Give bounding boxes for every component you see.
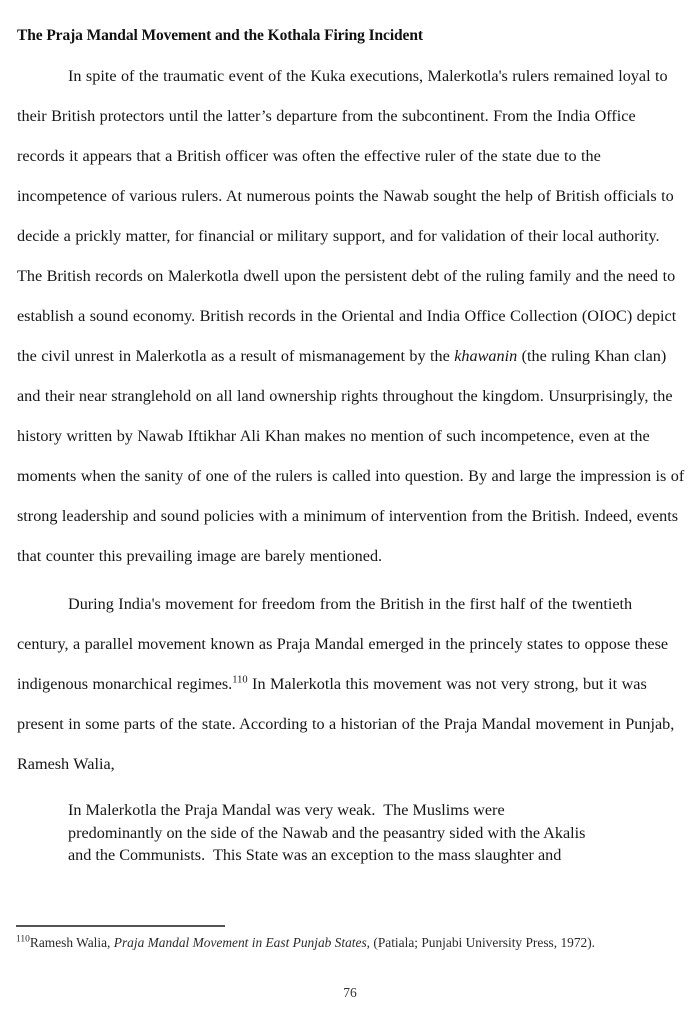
footnote-publication: , (Patiala; Punjabi University Press, 1972). — [366, 935, 596, 950]
section-heading: The Praja Mandal Movement and the Kothala Firing Incident — [17, 27, 423, 44]
footnote-number: 110 — [16, 934, 30, 945]
footnote-entry — [16, 934, 686, 951]
paragraph-praja-mandal-text-before-ref: During India's movement for freedom from the British in the first half of the twentieth century, a parallel movement known as Praja Mandal emerged in the princely states to oppose these indigenous monarchical regimes. — [17, 595, 669, 694]
blockquote-line: and the Communists. This State was an exception to the mass slaughter and — [68, 846, 562, 865]
footnote-area — [16, 925, 686, 951]
page-number: 76 — [343, 985, 357, 1000]
footnote-separator-rule — [16, 925, 225, 927]
italic-term-khawanin: khawanin — [454, 347, 518, 366]
paragraph-praja-mandal-text-after-ref: In Malerkotla this movement was not very strong, but it was present in some parts of the state. According to a historian of the Praja Mandal movement in Punjab, Ramesh Walia, — [17, 675, 675, 774]
footnote-title: Praja Mandal Movement in East Punjab States — [113, 935, 367, 950]
footnote-author: Ramesh Walia, — [29, 935, 111, 950]
footnote-reference-110[interactable]: 110 — [232, 674, 248, 686]
blockquote-walia — [17, 784, 687, 867]
paragraph-praja-mandal — [17, 584, 687, 784]
paragraph-british-rule-text-before-italic: In spite of the traumatic event of the Kuka executions, Malerkotla's rulers remained loyal to their British protectors until the latter’s departure from the subcontinent. From the India Office records it appears that a British officer was often the effective ruler of the state due to the incompetence of various rulers. At numerous points the Nawab sought the help of British officials to decide a prickly matter, for financial or military support, and for validation of their local authority. The British records on Malerkotla dwell upon the persistent debt of the ruling family and the need to establish a sound economy. British records in the Oriental and India Office Collection (OIOC) depict the civil unrest in Malerkotla as a result of mismanagement by the — [17, 67, 677, 366]
blockquote-line: In Malerkotla the Praja Mandal was very weak. The Muslims were — [68, 801, 505, 820]
blockquote-line: predominantly on the side of the Nawab and the peasantry sided with the Akalis — [68, 823, 586, 842]
paragraph-british-rule-text-after-italic: (the ruling Khan clan) and their near stranglehold on all land ownership rights throughout the kingdom. Unsurprisingly, the history written by Nawab Iftikhar Ali Khan makes no mention of such incompetence, even at the moments when the sanity of one of the rulers is called into question. By and large the impression is of strong leadership and sound policies with a minimum of intervention from the British. Indeed, events that counter this prevailing image are barely mentioned. — [17, 347, 685, 566]
page-content — [17, 0, 687, 867]
paragraph-british-rule — [17, 56, 687, 576]
